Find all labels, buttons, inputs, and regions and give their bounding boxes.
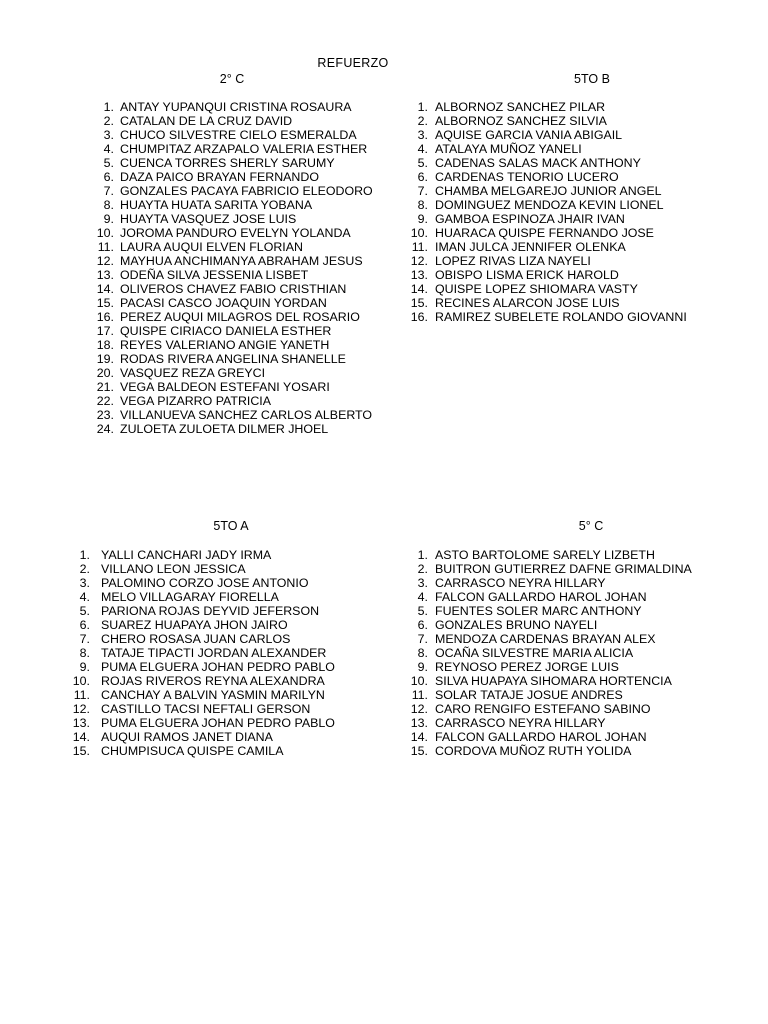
student-list-item [94, 366, 373, 380]
student-name: PUMA ELGUERA JOHAN PEDRO PABLO [101, 716, 335, 730]
list-item-number: 1. [79, 548, 90, 562]
student-name: VILLANO LEON JESSICA [101, 562, 246, 576]
list-item-number: 15. [410, 744, 428, 758]
student-list-item [70, 702, 335, 716]
student-list-item [408, 226, 687, 240]
list-item-number: 5. [79, 604, 90, 618]
list-item-number: 5. [417, 156, 428, 170]
student-list-item [408, 646, 692, 660]
student-list-item [94, 324, 373, 338]
student-list-item [408, 128, 687, 142]
list-item-number: 2. [417, 114, 428, 128]
student-list-item [408, 744, 692, 758]
list-item-number: 16. [410, 310, 428, 324]
student-list-item [70, 660, 335, 674]
student-name: FUENTES SOLER MARC ANTHONY [435, 604, 642, 618]
list-item-number: 14. [410, 730, 428, 744]
list-item-number: 12. [410, 254, 428, 268]
student-name: CHERO ROSASA JUAN CARLOS [101, 632, 291, 646]
list-item-number: 3. [103, 128, 114, 142]
student-name: VEGA BALDEON ESTEFANI YOSARI [120, 380, 330, 394]
student-name: OBISPO LISMA ERICK HAROLD [435, 268, 619, 282]
student-list-item [94, 170, 373, 184]
student-name: ANTAY YUPANQUI CRISTINA ROSAURA [120, 100, 352, 114]
student-list-item [408, 660, 692, 674]
student-list-item [70, 576, 335, 590]
student-list-item [94, 268, 373, 282]
list-item-number: 5. [103, 156, 114, 170]
list-item-number: 20. [96, 366, 114, 380]
student-name: GAMBOA ESPINOZA JHAIR IVAN [435, 212, 625, 226]
student-list-item [70, 632, 335, 646]
group-title-5c: 5° C [578, 519, 604, 533]
student-name: CANCHAY A BALVIN YASMIN MARILYN [101, 688, 325, 702]
student-list-item [94, 352, 373, 366]
student-list-item [70, 744, 335, 758]
student-list-item [408, 562, 692, 576]
student-list-item [408, 716, 692, 730]
student-list-item [408, 632, 692, 646]
student-list-item [94, 338, 373, 352]
list-item-number: 11. [411, 240, 428, 254]
student-name: HUAYTA HUATA SARITA YOBANA [120, 198, 313, 212]
student-name: GONZALES PACAYA FABRICIO ELEODORO [120, 184, 373, 198]
list-item-number: 12. [72, 702, 90, 716]
student-name: FALCON GALLARDO HAROL JOHAN [435, 730, 647, 744]
student-name: CATALAN DE LA CRUZ DAVID [120, 114, 293, 128]
list-item-number: 8. [417, 198, 428, 212]
group-title-2c: 2° C [219, 72, 245, 86]
list-item-number: 10. [410, 226, 428, 240]
student-list-item [408, 296, 687, 310]
student-list-item [408, 310, 687, 324]
list-item-number: 23. [96, 408, 114, 422]
list-item-number: 14. [410, 282, 428, 296]
student-name: RAMIREZ SUBELETE ROLANDO GIOVANNI [435, 310, 687, 324]
list-item-number: 22. [96, 394, 114, 408]
student-name: SOLAR TATAJE JOSUE ANDRES [435, 688, 623, 702]
student-name: SUAREZ HUAPAYA JHON JAIRO [101, 618, 288, 632]
list-item-number: 14. [96, 282, 114, 296]
student-name: HUAYTA VASQUEZ JOSE LUIS [120, 212, 297, 226]
student-list-item [408, 240, 687, 254]
student-list-item [70, 604, 335, 618]
list-item-number: 9. [79, 660, 90, 674]
student-name: VASQUEZ REZA GREYCI [120, 366, 266, 380]
student-list-item [94, 128, 373, 142]
student-name: FALCON GALLARDO HAROL JOHAN [435, 590, 647, 604]
student-name: BUITRON GUTIERREZ DAFNE GRIMALDINA [435, 562, 692, 576]
student-list-item [94, 408, 373, 422]
student-list-item [408, 730, 692, 744]
student-list-item [408, 184, 687, 198]
student-name: CHUMPITAZ ARZAPALO VALERIA ESTHER [120, 142, 368, 156]
student-list-5c [408, 548, 692, 758]
student-name: CARRASCO NEYRA HILLARY [435, 576, 606, 590]
student-name: PALOMINO CORZO JOSE ANTONIO [101, 576, 309, 590]
student-list-item [94, 142, 373, 156]
list-item-number: 1. [417, 548, 428, 562]
student-list-item [408, 282, 687, 296]
student-list-item [94, 296, 373, 310]
list-item-number: 15. [410, 296, 428, 310]
student-name: PARIONA ROJAS DEYVID JEFERSON [101, 604, 320, 618]
list-item-number: 4. [79, 590, 90, 604]
list-item-number: 6. [79, 618, 90, 632]
list-item-number: 6. [103, 170, 114, 184]
list-item-number: 10. [410, 674, 428, 688]
student-name: AUQUI RAMOS JANET DIANA [101, 730, 273, 744]
student-list-item [70, 548, 335, 562]
student-list-item [94, 310, 373, 324]
student-list-item [408, 170, 687, 184]
student-name: CORDOVA MUÑOZ RUTH YOLIDA [435, 744, 632, 758]
list-item-number: 8. [103, 198, 114, 212]
student-list-item [408, 254, 687, 268]
student-list-item [70, 590, 335, 604]
student-list-item [70, 716, 335, 730]
list-item-number: 4. [417, 590, 428, 604]
list-item-number: 8. [417, 646, 428, 660]
student-list-item [408, 618, 692, 632]
student-name: CUENCA TORRES SHERLY SARUMY [120, 156, 335, 170]
student-list-5to-b [408, 100, 687, 324]
student-name: DOMINGUEZ MENDOZA KEVIN LIONEL [435, 198, 664, 212]
student-name: AQUISE GARCIA VANIA ABIGAIL [435, 128, 623, 142]
student-name: MAYHUA ANCHIMANYA ABRAHAM JESUS [120, 254, 363, 268]
student-name: YALLI CANCHARI JADY IRMA [101, 548, 272, 562]
student-name: CARRASCO NEYRA HILLARY [435, 716, 606, 730]
list-item-number: 3. [79, 576, 90, 590]
list-item-number: 9. [417, 212, 428, 226]
group-title-5to-b: 5TO B [574, 72, 610, 86]
list-item-number: 12. [410, 702, 428, 716]
student-list-item [408, 576, 692, 590]
student-name: VILLANUEVA SANCHEZ CARLOS ALBERTO [120, 408, 373, 422]
list-item-number: 16. [96, 310, 114, 324]
student-list-item [94, 184, 373, 198]
student-list-item [94, 240, 373, 254]
list-item-number: 10. [96, 226, 114, 240]
student-list-item [408, 548, 692, 562]
student-list-item [408, 702, 692, 716]
student-name: CARO RENGIFO ESTEFANO SABINO [435, 702, 651, 716]
student-list-item [408, 604, 692, 618]
student-list-item [70, 688, 335, 702]
student-list-item [94, 198, 373, 212]
student-list-item [408, 674, 692, 688]
student-name: PACASI CASCO JOAQUIN YORDAN [120, 296, 327, 310]
list-item-number: 2. [103, 114, 114, 128]
student-list-item [408, 268, 687, 282]
student-name: GONZALES BRUNO NAYELI [435, 618, 598, 632]
student-list-item [70, 730, 335, 744]
student-name: VEGA PIZARRO PATRICIA [120, 394, 272, 408]
student-name: IMAN JULCA JENNIFER OLENKA [435, 240, 626, 254]
student-name: RECINES ALARCON JOSE LUIS [435, 296, 620, 310]
student-name: JOROMA PANDURO EVELYN YOLANDA [120, 226, 351, 240]
student-name: QUISPE CIRIACO DANIELA ESTHER [120, 324, 332, 338]
student-name: RODAS RIVERA ANGELINA SHANELLE [120, 352, 346, 366]
list-item-number: 12. [96, 254, 114, 268]
student-list-item [408, 590, 692, 604]
list-item-number: 9. [417, 660, 428, 674]
list-item-number: 11. [73, 688, 90, 702]
list-item-number: 5. [417, 604, 428, 618]
student-list-item [94, 422, 373, 436]
student-name: CHUMPISUCA QUISPE CAMILA [101, 744, 284, 758]
student-list-item [94, 100, 373, 114]
student-list-item [408, 688, 692, 702]
student-name: TATAJE TIPACTI JORDAN ALEXANDER [101, 646, 327, 660]
student-name: PUMA ELGUERA JOHAN PEDRO PABLO [101, 660, 335, 674]
list-item-number: 8. [79, 646, 90, 660]
student-name: CASTILLO TACSI NEFTALI GERSON [101, 702, 311, 716]
list-item-number: 4. [417, 142, 428, 156]
student-list-item [94, 380, 373, 394]
list-item-number: 19. [96, 352, 114, 366]
student-list-item [70, 674, 335, 688]
student-list-item [94, 156, 373, 170]
page-title: REFUERZO [317, 56, 389, 70]
student-list-item [408, 198, 687, 212]
student-name: ALBORNOZ SANCHEZ PILAR [435, 100, 606, 114]
student-name: ZULOETA ZULOETA DILMER JHOEL [120, 422, 329, 436]
student-list-item [408, 100, 687, 114]
student-list-item [408, 142, 687, 156]
student-name: ODEÑA SILVA JESSENIA LISBET [120, 268, 309, 282]
student-name: CHUCO SILVESTRE CIELO ESMERALDA [120, 128, 357, 142]
list-item-number: 17. [96, 324, 114, 338]
student-list-item [94, 394, 373, 408]
list-item-number: 9. [103, 212, 114, 226]
student-name: SILVA HUAPAYA SIHOMARA HORTENCIA [435, 674, 672, 688]
list-item-number: 10. [72, 674, 90, 688]
student-list-item [94, 114, 373, 128]
list-item-number: 24. [96, 422, 114, 436]
list-item-number: 11. [411, 688, 428, 702]
list-item-number: 18. [96, 338, 114, 352]
list-item-number: 2. [79, 562, 90, 576]
list-item-number: 13. [410, 268, 428, 282]
student-list-item [70, 646, 335, 660]
list-item-number: 7. [417, 632, 428, 646]
list-item-number: 6. [417, 170, 428, 184]
list-item-number: 3. [417, 576, 428, 590]
list-item-number: 11. [97, 240, 114, 254]
group-title-5to-a: 5TO A [213, 519, 249, 533]
list-item-number: 21. [96, 380, 114, 394]
student-list-item [408, 114, 687, 128]
list-item-number: 7. [79, 632, 90, 646]
list-item-number: 13. [72, 716, 90, 730]
list-item-number: 7. [417, 184, 428, 198]
student-name: REYES VALERIANO ANGIE YANETH [120, 338, 330, 352]
student-name: OLIVEROS CHAVEZ FABIO CRISTHIAN [120, 282, 347, 296]
student-name: LAURA AUQUI ELVEN FLORIAN [120, 240, 303, 254]
student-name: MELO VILLAGARAY FIORELLA [101, 590, 279, 604]
student-name: ROJAS RIVEROS REYNA ALEXANDRA [101, 674, 325, 688]
student-name: CADENAS SALAS MACK ANTHONY [435, 156, 641, 170]
student-name: CHAMBA MELGAREJO JUNIOR ANGEL [435, 184, 662, 198]
list-item-number: 13. [96, 268, 114, 282]
list-item-number: 1. [417, 100, 428, 114]
student-name: REYNOSO PEREZ JORGE LUIS [435, 660, 619, 674]
list-item-number: 2. [417, 562, 428, 576]
student-name: ATALAYA MUÑOZ YANELI [435, 142, 582, 156]
student-list-item [94, 212, 373, 226]
list-item-number: 1. [103, 100, 114, 114]
list-item-number: 6. [417, 618, 428, 632]
student-name: PEREZ AUQUI MILAGROS DEL ROSARIO [120, 310, 360, 324]
list-item-number: 13. [410, 716, 428, 730]
student-name: HUARACA QUISPE FERNANDO JOSE [435, 226, 654, 240]
list-item-number: 3. [417, 128, 428, 142]
student-list-item [94, 282, 373, 296]
list-item-number: 15. [72, 744, 90, 758]
student-list-item [408, 156, 687, 170]
student-list-5to-a [70, 548, 335, 758]
student-name: QUISPE LOPEZ SHIOMARA VASTY [435, 282, 638, 296]
student-list-item [94, 254, 373, 268]
student-list-item [70, 618, 335, 632]
student-name: CARDENAS TENORIO LUCERO [435, 170, 619, 184]
student-name: DAZA PAICO BRAYAN FERNANDO [120, 170, 319, 184]
list-item-number: 15. [96, 296, 114, 310]
student-name: OCAÑA SILVESTRE MARIA ALICIA [435, 646, 634, 660]
student-name: ALBORNOZ SANCHEZ SILVIA [435, 114, 607, 128]
student-list-2c [94, 100, 373, 436]
student-name: MENDOZA CARDENAS BRAYAN ALEX [435, 632, 656, 646]
student-list-item [408, 212, 687, 226]
list-item-number: 7. [103, 184, 114, 198]
student-list-item [70, 562, 335, 576]
student-name: LOPEZ RIVAS LIZA NAYELI [435, 254, 591, 268]
list-item-number: 4. [103, 142, 114, 156]
list-item-number: 14. [72, 730, 90, 744]
student-list-item [94, 226, 373, 240]
student-name: ASTO BARTOLOME SARELY LIZBETH [435, 548, 655, 562]
